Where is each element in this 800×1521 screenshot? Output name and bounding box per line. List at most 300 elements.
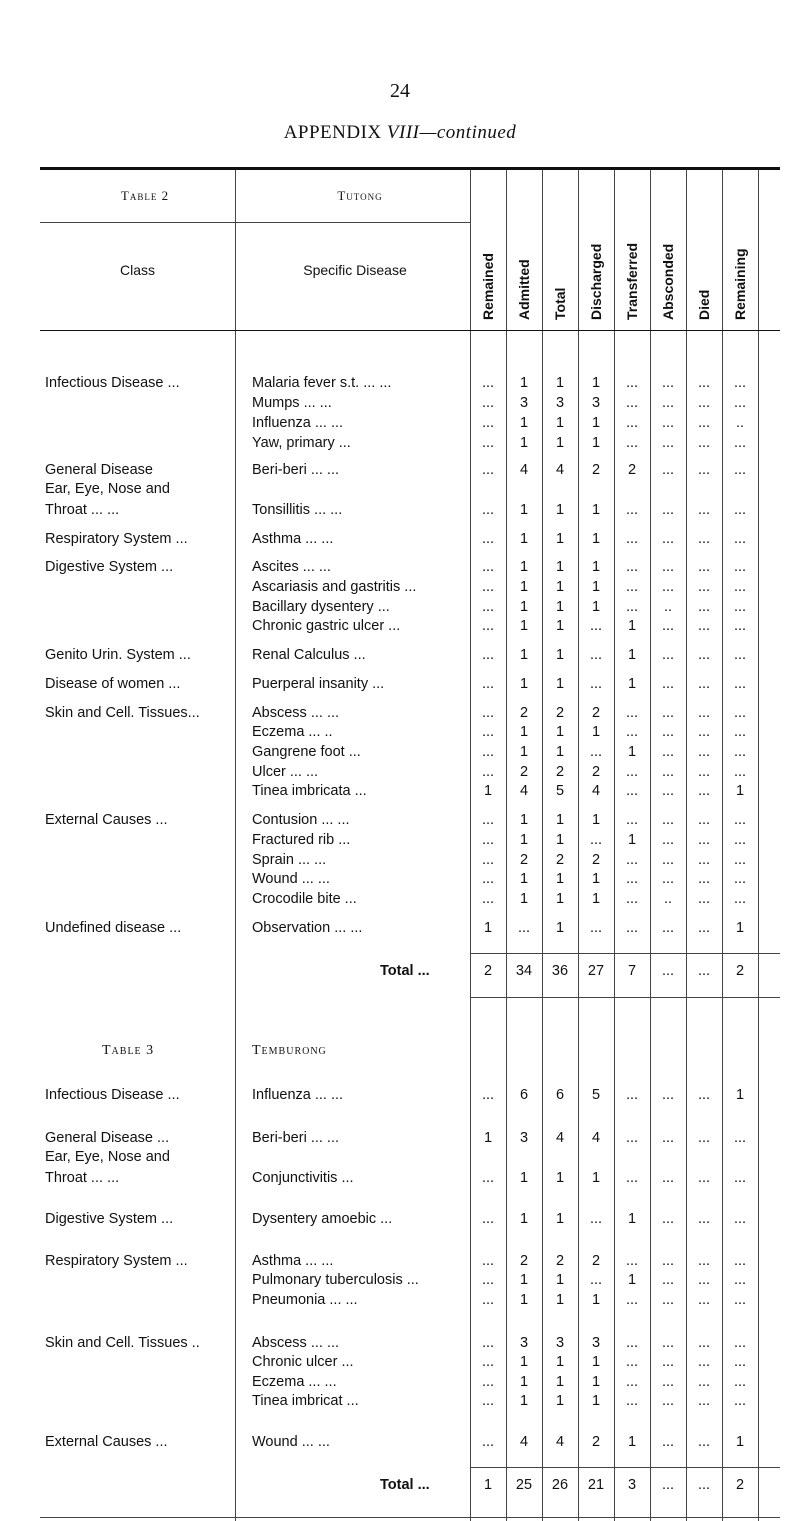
disease-cell: Asthma ... ... <box>252 1253 334 1269</box>
value-cell: 1 <box>591 1393 601 1409</box>
table-row <box>40 764 780 784</box>
district-temburong-label: Temburong <box>252 1043 327 1058</box>
class-cell: Genito Urin. System ... <box>45 647 191 663</box>
value-cell: ... <box>481 724 495 740</box>
value-cell: 1 <box>519 1292 529 1308</box>
value-cell: 6 <box>555 1087 565 1103</box>
value-cell: ... <box>625 579 639 595</box>
value-cell: 1 <box>627 744 637 760</box>
disease-cell: Abscess ... ... <box>252 705 340 721</box>
value-cell: ... <box>625 783 639 799</box>
value-cell: ... <box>733 764 747 780</box>
value-cell: ... <box>697 920 711 936</box>
value-cell: ... <box>697 1170 711 1186</box>
value-cell: 1 <box>519 832 529 848</box>
total-label-row <box>40 1477 780 1497</box>
value-cell: 1 <box>519 435 529 451</box>
column-line <box>506 331 507 1521</box>
value-cell: 1 <box>555 435 565 451</box>
value-cell: ... <box>697 1354 711 1370</box>
table-row <box>40 1374 780 1394</box>
value-cell: ... <box>697 963 711 979</box>
value-cell: 1 <box>555 647 565 663</box>
value-cell: ... <box>661 676 675 692</box>
table-row <box>40 1149 780 1169</box>
class-cell: Infectious Disease ... <box>45 1087 180 1103</box>
value-cell: 2 <box>555 852 565 868</box>
value-cell: ... <box>625 891 639 907</box>
value-cell: 1 <box>519 618 529 634</box>
value-cell: 1 <box>555 502 565 518</box>
value-cell: 1 <box>519 647 529 663</box>
value-cell: ... <box>697 1434 711 1450</box>
value-cell: 1 <box>483 1130 493 1146</box>
value-cell: ... <box>661 724 675 740</box>
value-cell: 1 <box>519 531 529 547</box>
class-cell: General Disease <box>45 462 153 478</box>
column-line <box>614 331 615 1521</box>
value-cell: ... <box>661 1272 675 1288</box>
value-cell: 1 <box>555 676 565 692</box>
disease-cell: Pulmonary tuberculosis ... <box>252 1272 419 1288</box>
value-cell: 1 <box>555 599 565 615</box>
value-cell: ... <box>733 1170 747 1186</box>
value-cell: 2 <box>555 764 565 780</box>
value-cell: ... <box>697 871 711 887</box>
value-cell: 21 <box>587 1477 605 1493</box>
value-cell: ... <box>697 1272 711 1288</box>
value-cell: 4 <box>555 1434 565 1450</box>
value-cell: .. <box>663 599 673 615</box>
disease-cell: Yaw, primary ... <box>252 435 351 451</box>
value-cell: ... <box>733 462 747 478</box>
value-cell: ... <box>733 1130 747 1146</box>
class-cell: External Causes ... <box>45 812 168 828</box>
value-cell: 1 <box>483 1477 493 1493</box>
header-vline <box>235 170 236 330</box>
value-cell: ... <box>697 891 711 907</box>
value-cell: 1 <box>519 599 529 615</box>
value-cell: ... <box>697 375 711 391</box>
disease-cell: Wound ... ... <box>252 871 330 887</box>
value-cell: ... <box>481 1211 495 1227</box>
title-main: APPENDIX <box>283 122 387 143</box>
disease-cell: Malaria fever s.t. ... ... <box>252 375 392 391</box>
value-cell: 4 <box>591 1130 601 1146</box>
value-cell: 1 <box>555 1292 565 1308</box>
value-cell: ... <box>481 1253 495 1269</box>
value-cell: ... <box>661 559 675 575</box>
table-row <box>40 852 780 872</box>
value-cell: 3 <box>519 395 529 411</box>
table-row <box>40 1170 780 1190</box>
value-cell: 1 <box>735 1434 745 1450</box>
value-cell: ... <box>697 1087 711 1103</box>
value-cell: 7 <box>627 963 637 979</box>
value-cell: ... <box>661 531 675 547</box>
value-cell: ... <box>733 559 747 575</box>
table-row <box>40 705 780 725</box>
value-cell: 1 <box>519 1354 529 1370</box>
value-cell: ... <box>697 832 711 848</box>
value-cell: 1 <box>519 676 529 692</box>
value-cell: ... <box>697 1335 711 1351</box>
disease-cell: Ascariasis and gastritis ... <box>252 579 417 595</box>
value-cell: 5 <box>555 783 565 799</box>
value-cell: ... <box>625 559 639 575</box>
value-cell: ... <box>481 415 495 431</box>
value-cell: 1 <box>555 1170 565 1186</box>
disease-cell: Sprain ... ... <box>252 852 327 868</box>
value-cell: ... <box>661 618 675 634</box>
class-cell: Digestive System ... <box>45 1211 174 1227</box>
value-cell: 1 <box>519 871 529 887</box>
value-cell: ... <box>697 531 711 547</box>
value-cell: 1 <box>555 812 565 828</box>
column-header-discharged: Discharged <box>588 243 604 320</box>
value-cell: 3 <box>627 1477 637 1493</box>
value-cell: 2 <box>591 1434 601 1450</box>
value-cell: 2 <box>519 1253 529 1269</box>
page-number: 24 <box>390 80 410 102</box>
value-cell: ... <box>625 1354 639 1370</box>
value-cell: 1 <box>555 375 565 391</box>
value-cell: ... <box>481 462 495 478</box>
value-cell: 1 <box>735 1087 745 1103</box>
value-cell: ... <box>697 579 711 595</box>
value-cell: ... <box>697 812 711 828</box>
value-cell: 1 <box>519 891 529 907</box>
class-cell: Digestive System ... <box>45 559 174 575</box>
disease-cell: Influenza ... ... <box>252 1087 344 1103</box>
disease-cell: Eczema ... .. <box>252 724 333 740</box>
value-cell: ... <box>625 1393 639 1409</box>
table-row <box>40 744 780 764</box>
value-cell: 4 <box>555 1130 565 1146</box>
value-cell: 1 <box>591 531 601 547</box>
value-cell: ... <box>625 705 639 721</box>
table-row <box>40 871 780 891</box>
value-cell: 1 <box>591 435 601 451</box>
value-cell: ... <box>733 502 747 518</box>
value-cell: ... <box>625 531 639 547</box>
class-cell: Respiratory System ... <box>45 531 188 547</box>
value-cell: 1 <box>519 375 529 391</box>
value-cell: ... <box>625 395 639 411</box>
value-cell: 1 <box>555 415 565 431</box>
value-cell: ... <box>697 676 711 692</box>
value-cell: 1 <box>483 783 493 799</box>
value-cell: 2 <box>591 764 601 780</box>
value-cell: 25 <box>515 1477 533 1493</box>
class-cell: Skin and Cell. Tissues... <box>45 705 200 721</box>
value-cell: ... <box>481 435 495 451</box>
disease-header: Specific Disease <box>303 262 407 278</box>
value-cell: ... <box>625 1292 639 1308</box>
disease-cell: Beri-beri ... ... <box>252 1130 340 1146</box>
value-cell: ... <box>661 647 675 663</box>
value-cell: ... <box>661 375 675 391</box>
value-cell: 26 <box>551 1477 569 1493</box>
value-cell: ... <box>481 395 495 411</box>
value-cell: ... <box>733 618 747 634</box>
value-cell: 1 <box>591 1170 601 1186</box>
value-cell: ... <box>697 618 711 634</box>
value-cell: ... <box>589 676 603 692</box>
table-row <box>40 1087 780 1107</box>
value-cell: 4 <box>555 462 565 478</box>
value-cell: ... <box>697 1374 711 1390</box>
value-cell: 36 <box>551 963 569 979</box>
table-row <box>40 832 780 852</box>
value-cell: ... <box>733 435 747 451</box>
value-cell: ... <box>661 579 675 595</box>
value-cell: ... <box>733 1374 747 1390</box>
value-cell: ... <box>733 1272 747 1288</box>
value-cell: ... <box>661 415 675 431</box>
table-2-label: Table 2 <box>120 188 170 203</box>
value-cell: ... <box>625 871 639 887</box>
value-cell: ... <box>661 764 675 780</box>
class-cell: Ear, Eye, Nose and <box>45 481 170 497</box>
disease-cell: Mumps ... ... <box>252 395 332 411</box>
disease-cell: Ascites ... ... <box>252 559 331 575</box>
value-cell: 3 <box>519 1130 529 1146</box>
value-cell: 4 <box>519 1434 529 1450</box>
value-cell: 1 <box>555 579 565 595</box>
value-cell: ... <box>697 852 711 868</box>
value-cell: 1 <box>519 1170 529 1186</box>
value-cell: ... <box>697 559 711 575</box>
value-cell: 1 <box>591 579 601 595</box>
value-cell: 2 <box>591 1253 601 1269</box>
value-cell: ... <box>697 1292 711 1308</box>
table-row <box>40 481 780 501</box>
table-row <box>40 1393 780 1413</box>
table-row <box>40 395 780 415</box>
value-cell: ... <box>661 1130 675 1146</box>
value-cell: ... <box>481 1087 495 1103</box>
value-cell: ... <box>661 1335 675 1351</box>
value-cell: ... <box>733 744 747 760</box>
value-cell: ... <box>589 832 603 848</box>
table-row <box>40 724 780 744</box>
table-row <box>40 1211 780 1231</box>
column-line <box>722 331 723 1521</box>
header-divider <box>40 222 470 223</box>
value-cell: ... <box>733 599 747 615</box>
column-header-died: Died <box>696 289 712 320</box>
value-cell: 2 <box>627 462 637 478</box>
value-cell: 3 <box>591 395 601 411</box>
value-cell: 2 <box>555 1253 565 1269</box>
value-cell: 1 <box>591 502 601 518</box>
table-row <box>40 1354 780 1374</box>
disease-cell: Bacillary dysentery ... <box>252 599 390 615</box>
value-cell: 1 <box>555 1374 565 1390</box>
value-cell: ... <box>697 1393 711 1409</box>
value-cell: 2 <box>483 963 493 979</box>
value-cell: 27 <box>587 963 605 979</box>
value-cell: 1 <box>627 1434 637 1450</box>
value-cell: 2 <box>519 852 529 868</box>
value-cell: ... <box>661 920 675 936</box>
value-cell: 1 <box>519 1272 529 1288</box>
value-cell: ... <box>625 1087 639 1103</box>
value-cell: ... <box>661 435 675 451</box>
value-cell: ... <box>481 1292 495 1308</box>
value-cell: ... <box>661 705 675 721</box>
value-cell: ... <box>661 502 675 518</box>
value-cell: ... <box>733 1211 747 1227</box>
value-cell: ... <box>733 724 747 740</box>
value-cell: ... <box>625 1335 639 1351</box>
value-cell: ... <box>589 618 603 634</box>
value-cell: ... <box>661 812 675 828</box>
value-cell: 1 <box>519 579 529 595</box>
value-cell: 1 <box>735 783 745 799</box>
column-header-admitted: Admitted <box>516 259 532 320</box>
value-cell: ... <box>481 891 495 907</box>
value-cell: ... <box>733 852 747 868</box>
table-header <box>40 170 780 331</box>
value-cell: ... <box>589 920 603 936</box>
disease-cell: Influenza ... ... <box>252 415 344 431</box>
value-cell: ... <box>481 375 495 391</box>
value-cell: 34 <box>515 963 533 979</box>
value-cell: ... <box>481 744 495 760</box>
value-cell: ... <box>625 812 639 828</box>
value-cell: 2 <box>555 705 565 721</box>
value-cell: 1 <box>519 724 529 740</box>
value-cell: 1 <box>591 891 601 907</box>
value-cell: 1 <box>519 812 529 828</box>
disease-cell: Puerperal insanity ... <box>252 676 385 692</box>
disease-cell: Eczema ... ... <box>252 1374 337 1390</box>
table-row <box>40 618 780 638</box>
value-cell: ... <box>481 1374 495 1390</box>
value-cell: ... <box>481 852 495 868</box>
value-cell: 1 <box>555 832 565 848</box>
value-cell: 2 <box>735 1477 745 1493</box>
table-row <box>40 1272 780 1292</box>
value-cell: 1 <box>555 920 565 936</box>
disease-cell: Dysentery amoebic ... <box>252 1211 393 1227</box>
value-cell: ... <box>697 647 711 663</box>
value-cell: 6 <box>519 1087 529 1103</box>
disease-cell: Contusion ... ... <box>252 812 350 828</box>
rule-line <box>470 953 780 954</box>
disease-cell: Tinea imbricat ... <box>252 1393 359 1409</box>
column-header-transferred: Transferred <box>624 242 640 320</box>
disease-cell: Gangrene foot ... <box>252 744 361 760</box>
value-cell: ... <box>661 744 675 760</box>
disease-cell: Conjunctivitis ... <box>252 1170 354 1186</box>
value-cell: 2 <box>519 705 529 721</box>
value-cell: ... <box>697 395 711 411</box>
value-cell: ... <box>733 1253 747 1269</box>
value-cell: 1 <box>519 415 529 431</box>
table-row <box>40 891 780 911</box>
value-cell: 1 <box>591 724 601 740</box>
value-cell: 1 <box>627 1272 637 1288</box>
table-row <box>40 812 780 832</box>
table-row <box>40 1434 780 1454</box>
value-cell: ... <box>625 415 639 431</box>
total-label-row <box>40 963 780 983</box>
value-cell: 1 <box>555 1354 565 1370</box>
class-cell: External Causes ... <box>45 1434 168 1450</box>
value-cell: ... <box>481 647 495 663</box>
value-cell: ... <box>697 744 711 760</box>
value-cell: 3 <box>519 1335 529 1351</box>
value-cell: ... <box>733 531 747 547</box>
value-cell: ... <box>661 1292 675 1308</box>
table-row <box>40 579 780 599</box>
table-row <box>40 920 780 940</box>
value-cell: ... <box>589 744 603 760</box>
value-cell: ... <box>697 764 711 780</box>
value-cell: ... <box>625 724 639 740</box>
disease-cell: Tonsillitis ... ... <box>252 502 343 518</box>
column-header-total: Total <box>552 287 568 320</box>
value-cell: ... <box>661 395 675 411</box>
disease-cell: Renal Calculus ... <box>252 647 366 663</box>
appendix-table <box>40 167 780 1493</box>
value-cell: 1 <box>591 1354 601 1370</box>
column-line <box>470 331 471 1521</box>
value-cell: ... <box>733 871 747 887</box>
value-cell: 4 <box>519 783 529 799</box>
value-cell: ... <box>481 1434 495 1450</box>
value-cell: 3 <box>555 1335 565 1351</box>
class-cell: Disease of women ... <box>45 676 181 692</box>
value-cell: ... <box>733 395 747 411</box>
disease-cell: Chronic gastric ulcer ... <box>252 618 401 634</box>
table-row <box>40 559 780 579</box>
value-cell: 1 <box>555 1272 565 1288</box>
value-cell: ... <box>697 705 711 721</box>
class-cell: Throat ... ... <box>45 502 120 518</box>
value-cell: ... <box>733 579 747 595</box>
value-cell: ... <box>733 676 747 692</box>
class-cell: Respiratory System ... <box>45 1253 188 1269</box>
value-cell: ... <box>625 852 639 868</box>
value-cell: ... <box>697 435 711 451</box>
value-cell: 3 <box>591 1335 601 1351</box>
value-cell: ... <box>589 1272 603 1288</box>
value-cell: 4 <box>519 462 529 478</box>
table-row <box>40 647 780 667</box>
rule-line <box>40 1517 780 1518</box>
value-cell: ... <box>661 1374 675 1390</box>
value-cell: 1 <box>555 871 565 887</box>
value-cell: 4 <box>591 783 601 799</box>
table-row <box>40 502 780 522</box>
table-row <box>40 462 780 482</box>
table-3-label: Table 3 <box>102 1043 155 1058</box>
value-cell: ... <box>481 871 495 887</box>
table-row <box>40 1130 780 1150</box>
total-label: Total ... <box>380 963 430 979</box>
class-cell: Undefined disease ... <box>45 920 182 936</box>
value-cell: 1 <box>591 415 601 431</box>
value-cell: 1 <box>591 559 601 575</box>
class-cell: Skin and Cell. Tissues .. <box>45 1335 200 1351</box>
value-cell: ... <box>481 579 495 595</box>
rule-line <box>470 1467 780 1468</box>
table-row <box>40 676 780 696</box>
